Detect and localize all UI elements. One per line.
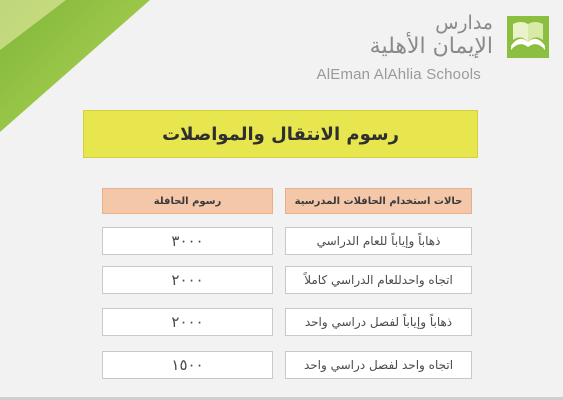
row-fee: ١٥٠٠: [102, 351, 273, 379]
header-fees: رسوم الحافلة: [102, 188, 273, 214]
row-case: ذهاباً وإياباً لفصل دراسي واحد: [285, 308, 472, 336]
school-logo: [299, 10, 549, 88]
logo-english-name: AlEman AlAhlia Schools: [316, 66, 481, 83]
row-fee: ٢٠٠٠: [102, 308, 273, 336]
page-title: رسوم الانتقال والمواصلات: [83, 110, 478, 158]
row-fee: ٢٠٠٠: [102, 266, 273, 294]
open-book-logo-icon: [507, 16, 549, 58]
row-case: ذهاباً وإياباً للعام الدراسي: [285, 227, 472, 255]
logo-arabic-line2: الإيمان الأهلية: [369, 34, 493, 59]
row-case: اتجاه واحدللعام الدراسي كاملاً: [285, 266, 472, 294]
row-case: اتجاه واحد لفصل دراسي واحد: [285, 351, 472, 379]
logo-arabic-line1: مدارس: [435, 12, 493, 34]
header-cases: حالات استخدام الحافلات المدرسية: [285, 188, 472, 214]
row-fee: ٣٠٠٠: [102, 227, 273, 255]
